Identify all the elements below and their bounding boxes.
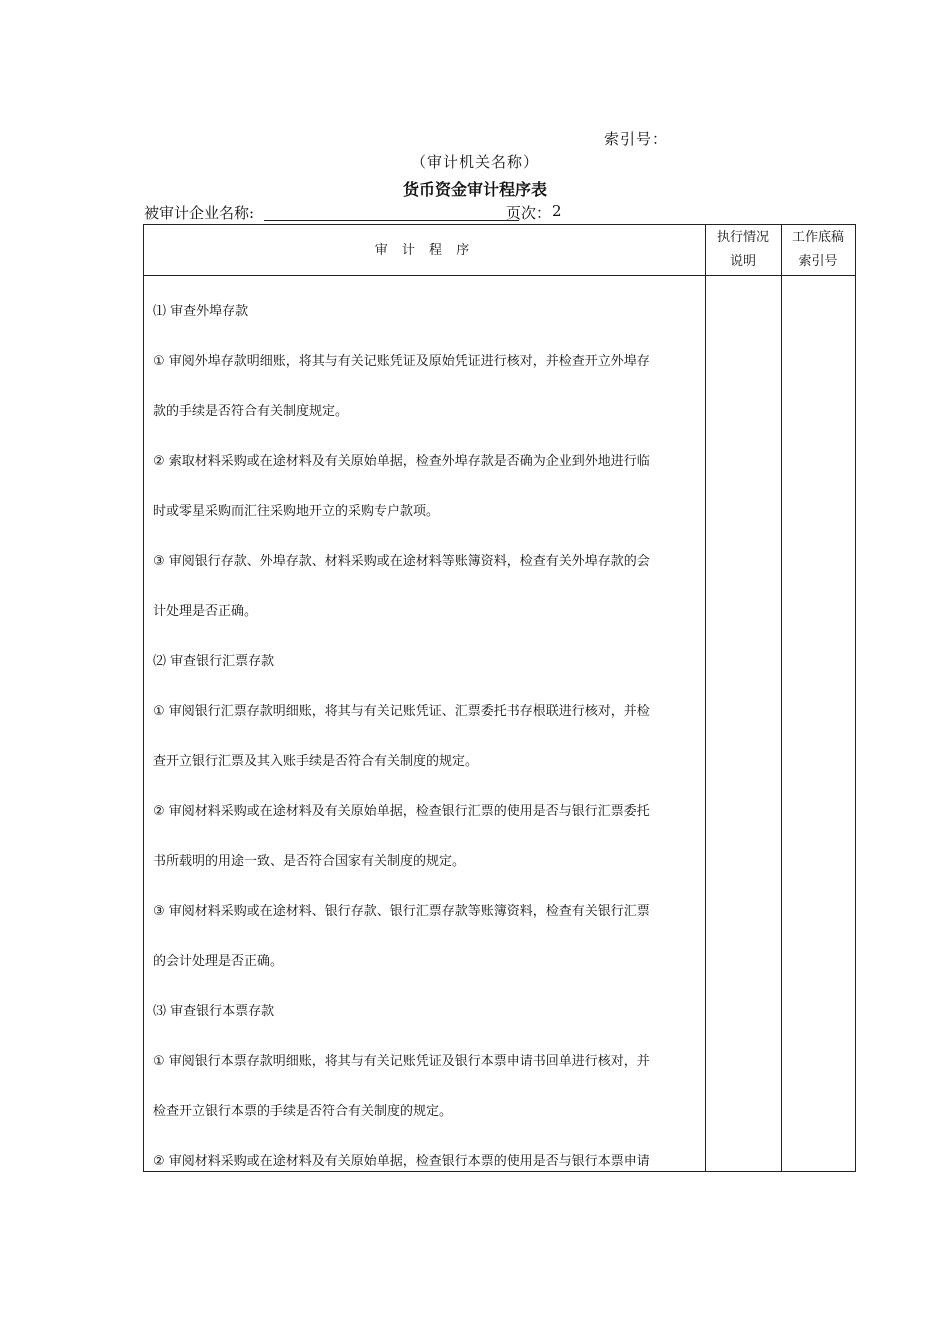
procedure-line: ① 审阅外埠存款明细账，将其与有关记账凭证及原始凭证进行核对，并检查开立外埠存 [153,354,650,369]
audit-agency-name: （审计机关名称） [410,153,539,171]
company-info-line [144,202,856,224]
procedure-line: ③ 审阅银行存款、外埠存款、材料采购或在途材料等账簿资料，检查有关外埠存款的会 [153,554,650,569]
procedure-line: ② 审阅材料采购或在途材料及有关原始单据，检查银行汇票的使用是否与银行汇票委托 [153,804,650,819]
column-header-execution-notes [705,226,781,274]
procedure-line: ⑶ 审查银行本票存款 [153,1004,275,1019]
index-number-label: 索引号： [604,130,669,148]
column-header-ref-line2: 索引号 [798,254,838,269]
audit-procedure-table [143,224,856,1172]
procedure-line: ② 审阅材料采购或在途材料及有关原始单据，检查银行本票的使用是否与银行本票申请 [153,1154,650,1169]
company-name-label: 被审计企业名称: [144,204,255,222]
procedure-line: ③ 审阅材料采购或在途材料、银行存款、银行汇票存款等账簿资料，检查有关银行汇票 [153,904,650,919]
procedure-line: 时或零星采购而汇往采购地开立的采购专户款项。 [153,504,440,519]
procedure-line: 计处理是否正确。 [153,604,258,619]
procedure-line: 检查开立银行本票的手续是否符合有关制度的规定。 [153,1104,453,1119]
column-header-ref-line1: 工作底稿 [791,230,844,245]
column-divider [705,225,706,1171]
procedure-text-block [153,300,698,1200]
header-divider [144,275,855,276]
column-header-procedure: 审 计 程 序 [374,243,475,258]
column-header-execution-line1: 执行情况 [716,230,769,245]
procedure-line: 查开立银行汇票及其入账手续是否符合有关制度的规定。 [153,754,479,769]
procedure-line: ⑵ 审查银行汇票存款 [153,654,275,669]
procedure-line: ① 审阅银行汇票存款明细账，将其与有关记账凭证、汇票委托书存根联进行核对，并检 [153,704,650,719]
company-name-blank [264,220,519,221]
document-title: 货币资金审计程序表 [402,180,547,199]
procedure-line: 的会计处理是否正确。 [153,954,284,969]
page-number-label: 页次： [506,204,552,222]
procedure-line: ② 索取材料采购或在途材料及有关原始单据，检查外埠存款是否确为企业到外地进行临 [153,454,650,469]
column-header-working-paper-ref [781,226,855,274]
procedure-line: ⑴ 审查外埠存款 [153,304,249,319]
page-number-value: 2 [552,202,562,220]
procedure-line: ① 审阅银行本票存款明细账，将其与有关记账凭证及银行本票申请书回单进行核对，并 [153,1054,650,1069]
column-header-execution-line2: 说明 [729,254,756,269]
column-divider [781,225,782,1171]
procedure-line: 书所载明的用途一致、是否符合国家有关制度的规定。 [153,854,466,869]
procedure-line: 款的手续是否符合有关制度规定。 [153,404,349,419]
